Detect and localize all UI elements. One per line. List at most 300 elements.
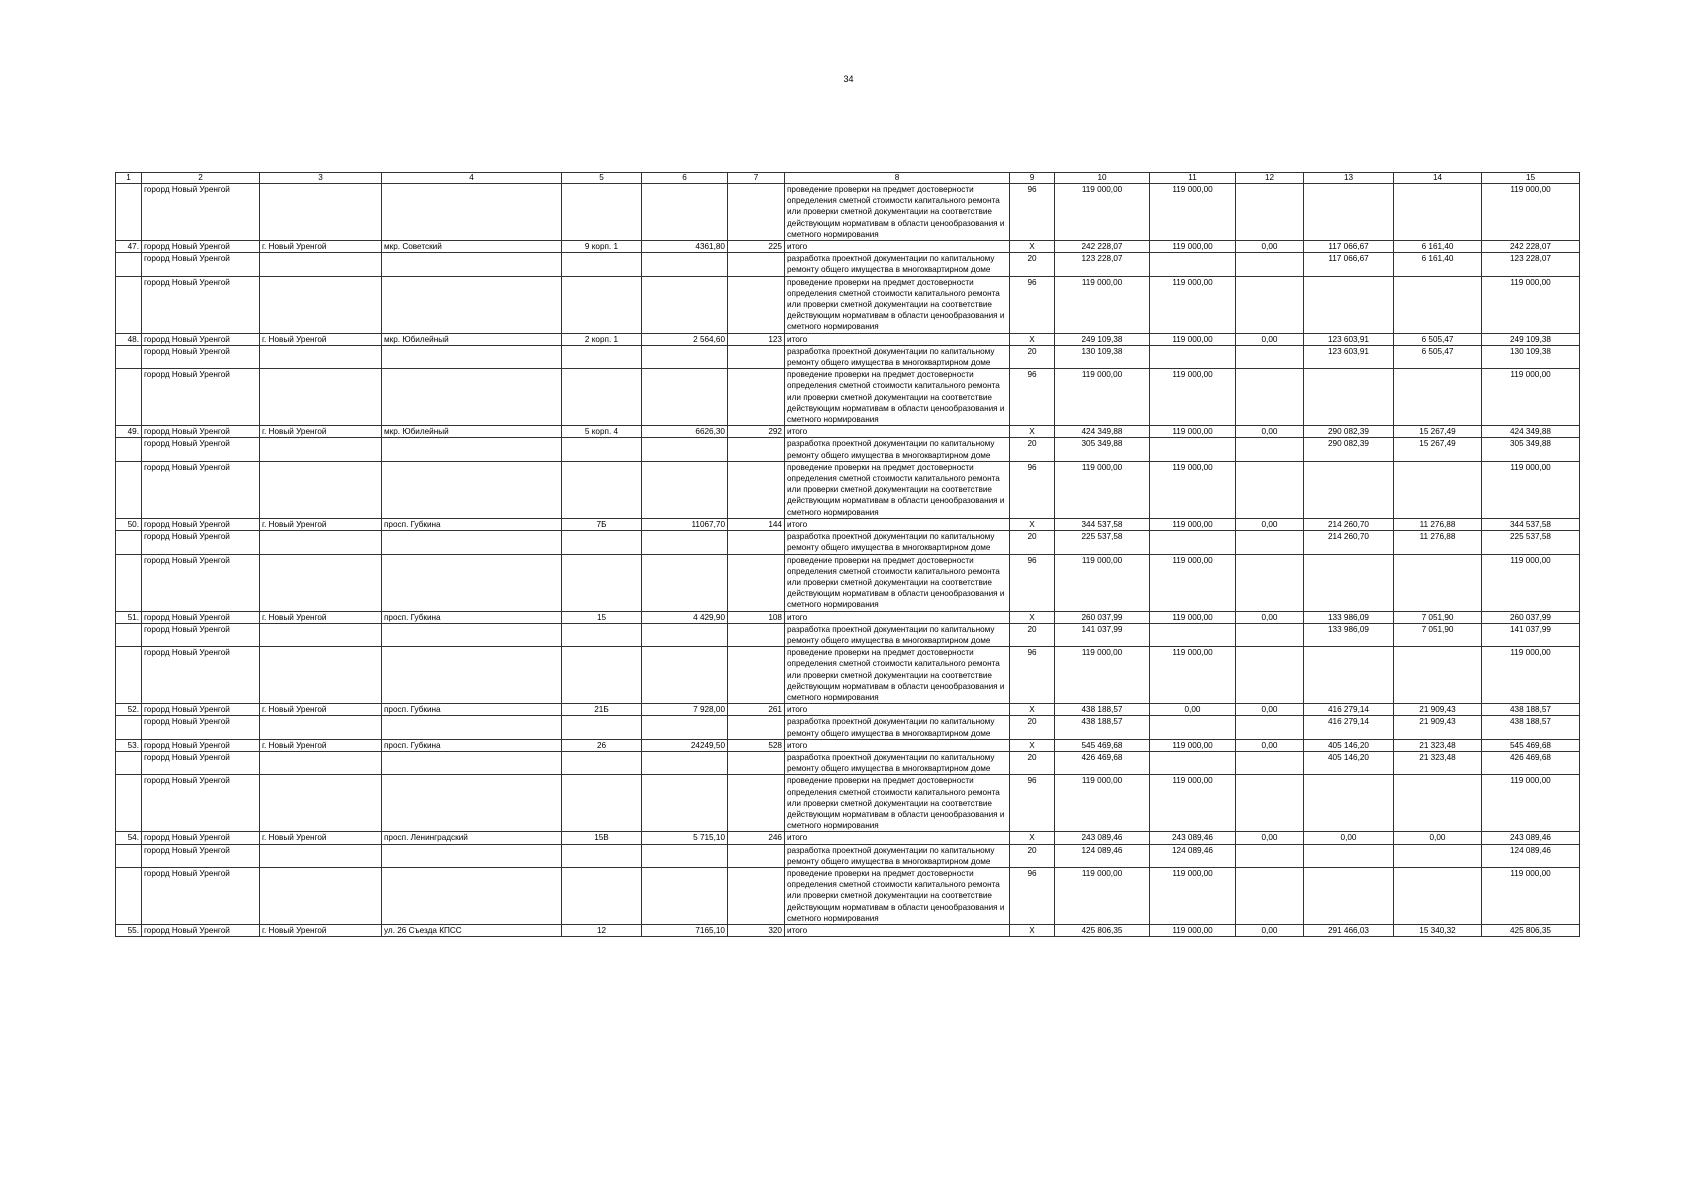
cost-col-15-cell: 305 349,88 — [1482, 438, 1580, 461]
house-number-cell — [562, 438, 642, 461]
cost-col-13-cell — [1304, 276, 1394, 333]
cost-col-11-cell: 119 000,00 — [1150, 554, 1236, 611]
cost-col-11-cell — [1150, 438, 1236, 461]
cost-col-14-cell: 21 909,43 — [1394, 704, 1482, 716]
house-number-cell — [562, 716, 642, 739]
row-number-cell — [116, 276, 142, 333]
cost-col-12-cell: 0,00 — [1236, 333, 1304, 345]
street-cell: ул. 26 Съезда КПСС — [382, 925, 562, 937]
row-number-cell — [116, 554, 142, 611]
work-type-cell: итого — [785, 426, 1010, 438]
street-cell — [382, 554, 562, 611]
total-cost-cell: 545 469,68 — [1055, 739, 1150, 751]
work-code-cell: X — [1010, 333, 1055, 345]
street-cell — [382, 751, 562, 774]
column-number-cell: 1 — [116, 173, 142, 184]
cost-col-15-cell: 119 000,00 — [1482, 775, 1580, 832]
work-type-cell: проведение проверки на предмет достоверности определения сметной стоимости капитального ремонта или проверки сметной документации на соответствие действующим нормативам в области ценообразования и сметного нормирования — [785, 369, 1010, 426]
row-number-cell — [116, 867, 142, 924]
work-code-cell: 96 — [1010, 647, 1055, 704]
house-number-cell — [562, 253, 642, 276]
municipality-cell: горорд Новый Уренгой — [142, 623, 260, 646]
area-cell — [642, 751, 728, 774]
work-type-cell: проведение проверки на предмет достоверности определения сметной стоимости капитального ремонта или проверки сметной документации на соответствие действующим нормативам в области ценообразования и сметного нормирования — [785, 554, 1010, 611]
residents-cell — [728, 647, 785, 704]
row-number-cell — [116, 623, 142, 646]
cost-col-14-cell — [1394, 461, 1482, 518]
table-row — [116, 739, 1580, 751]
table-row — [116, 426, 1580, 438]
cost-col-13-cell: 291 466,03 — [1304, 925, 1394, 937]
cost-col-14-cell: 6 505,47 — [1394, 333, 1482, 345]
house-number-cell — [562, 844, 642, 867]
total-cost-cell: 425 806,35 — [1055, 925, 1150, 937]
cost-col-12-cell — [1236, 554, 1304, 611]
residents-cell — [728, 369, 785, 426]
town-cell: г. Новый Уренгой — [260, 832, 382, 844]
area-cell — [642, 531, 728, 554]
town-cell: г. Новый Уренгой — [260, 518, 382, 530]
cost-col-13-cell — [1304, 867, 1394, 924]
table-row — [116, 704, 1580, 716]
cost-col-14-cell: 6 505,47 — [1394, 345, 1482, 368]
work-code-cell: 20 — [1010, 716, 1055, 739]
town-cell — [260, 461, 382, 518]
table-row — [116, 369, 1580, 426]
municipality-cell: горорд Новый Уренгой — [142, 844, 260, 867]
work-type-cell: проведение проверки на предмет достоверности определения сметной стоимости капитального ремонта или проверки сметной документации на соответствие действующим нормативам в области ценообразования и сметного нормирования — [785, 184, 1010, 241]
work-code-cell: X — [1010, 518, 1055, 530]
cost-col-11-cell: 119 000,00 — [1150, 241, 1236, 253]
cost-col-12-cell: 0,00 — [1236, 518, 1304, 530]
town-cell — [260, 531, 382, 554]
town-cell: г. Новый Уренгой — [260, 925, 382, 937]
cost-col-12-cell: 0,00 — [1236, 241, 1304, 253]
residents-cell: 246 — [728, 832, 785, 844]
table-row — [116, 925, 1580, 937]
residents-cell: 108 — [728, 611, 785, 623]
work-type-cell: итого — [785, 241, 1010, 253]
row-number-cell: 52. — [116, 704, 142, 716]
cost-col-13-cell: 416 279,14 — [1304, 716, 1394, 739]
residents-cell: 123 — [728, 333, 785, 345]
house-number-cell — [562, 751, 642, 774]
cost-col-15-cell: 141 037,99 — [1482, 623, 1580, 646]
house-number-cell — [562, 184, 642, 241]
cost-col-14-cell: 21 909,43 — [1394, 716, 1482, 739]
area-cell: 6626,30 — [642, 426, 728, 438]
column-number-cell: 4 — [382, 173, 562, 184]
row-number-cell — [116, 716, 142, 739]
work-type-cell: проведение проверки на предмет достоверности определения сметной стоимости капитального ремонта или проверки сметной документации на соответствие действующим нормативам в области ценообразования и сметного нормирования — [785, 775, 1010, 832]
cost-col-11-cell: 119 000,00 — [1150, 461, 1236, 518]
street-cell: мкр. Юбилейный — [382, 426, 562, 438]
residents-cell — [728, 345, 785, 368]
cost-col-11-cell — [1150, 623, 1236, 646]
row-number-cell: 54. — [116, 832, 142, 844]
cost-col-14-cell: 11 276,88 — [1394, 531, 1482, 554]
area-cell: 11067,70 — [642, 518, 728, 530]
table-row — [116, 623, 1580, 646]
cost-col-12-cell — [1236, 647, 1304, 704]
cost-col-14-cell: 15 267,49 — [1394, 438, 1482, 461]
row-number-cell — [116, 369, 142, 426]
area-cell — [642, 554, 728, 611]
municipality-cell: горорд Новый Уренгой — [142, 751, 260, 774]
table-row — [116, 276, 1580, 333]
cost-col-13-cell: 214 260,70 — [1304, 518, 1394, 530]
work-code-cell: X — [1010, 704, 1055, 716]
cost-col-11-cell: 119 000,00 — [1150, 276, 1236, 333]
work-type-cell: разработка проектной документации по капитальному ремонту общего имущества в многоквартирном доме — [785, 438, 1010, 461]
cost-col-14-cell: 6 161,40 — [1394, 241, 1482, 253]
house-number-cell: 12 — [562, 925, 642, 937]
residents-cell — [728, 554, 785, 611]
residents-cell — [728, 623, 785, 646]
cost-col-15-cell: 438 188,57 — [1482, 704, 1580, 716]
total-cost-cell: 438 188,57 — [1055, 704, 1150, 716]
cost-col-11-cell: 119 000,00 — [1150, 925, 1236, 937]
cost-col-11-cell: 119 000,00 — [1150, 426, 1236, 438]
municipality-cell: горорд Новый Уренгой — [142, 345, 260, 368]
area-cell: 24249,50 — [642, 739, 728, 751]
municipality-cell: горорд Новый Уренгой — [142, 461, 260, 518]
town-cell — [260, 369, 382, 426]
work-code-cell: 96 — [1010, 184, 1055, 241]
work-type-cell: итого — [785, 611, 1010, 623]
municipality-cell: горорд Новый Уренгой — [142, 611, 260, 623]
total-cost-cell: 426 469,68 — [1055, 751, 1150, 774]
work-code-cell: 20 — [1010, 438, 1055, 461]
table-row — [116, 554, 1580, 611]
cost-col-15-cell: 545 469,68 — [1482, 739, 1580, 751]
cost-col-13-cell — [1304, 554, 1394, 611]
cost-col-15-cell: 119 000,00 — [1482, 647, 1580, 704]
cost-col-14-cell: 21 323,48 — [1394, 739, 1482, 751]
total-cost-cell: 305 349,88 — [1055, 438, 1150, 461]
cost-col-11-cell — [1150, 531, 1236, 554]
work-code-cell: 96 — [1010, 775, 1055, 832]
house-number-cell: 15 — [562, 611, 642, 623]
cost-col-12-cell — [1236, 751, 1304, 774]
column-number-cell: 12 — [1236, 173, 1304, 184]
residents-cell — [728, 276, 785, 333]
work-type-cell: итого — [785, 739, 1010, 751]
table-row — [116, 333, 1580, 345]
cost-col-13-cell: 405 146,20 — [1304, 739, 1394, 751]
municipality-cell: горорд Новый Уренгой — [142, 716, 260, 739]
column-number-row — [116, 173, 1580, 184]
cost-col-11-cell: 119 000,00 — [1150, 867, 1236, 924]
municipality-cell: горорд Новый Уренгой — [142, 704, 260, 716]
cost-col-13-cell: 290 082,39 — [1304, 426, 1394, 438]
cost-col-13-cell: 133 986,09 — [1304, 611, 1394, 623]
cost-col-11-cell: 119 000,00 — [1150, 369, 1236, 426]
row-number-cell: 50. — [116, 518, 142, 530]
cost-col-13-cell: 133 986,09 — [1304, 623, 1394, 646]
town-cell — [260, 647, 382, 704]
area-cell — [642, 716, 728, 739]
work-code-cell: 96 — [1010, 276, 1055, 333]
cost-col-15-cell: 119 000,00 — [1482, 184, 1580, 241]
column-number-cell: 8 — [785, 173, 1010, 184]
row-number-cell — [116, 345, 142, 368]
municipality-cell: горорд Новый Уренгой — [142, 184, 260, 241]
cost-col-14-cell — [1394, 647, 1482, 704]
cost-col-13-cell — [1304, 461, 1394, 518]
work-code-cell: 96 — [1010, 369, 1055, 426]
area-cell: 5 715,10 — [642, 832, 728, 844]
area-cell — [642, 647, 728, 704]
column-number-cell: 9 — [1010, 173, 1055, 184]
cost-col-11-cell: 119 000,00 — [1150, 184, 1236, 241]
municipality-cell: горорд Новый Уренгой — [142, 276, 260, 333]
street-cell: мкр. Советский — [382, 241, 562, 253]
town-cell — [260, 345, 382, 368]
cost-col-12-cell — [1236, 438, 1304, 461]
area-cell: 2 564,60 — [642, 333, 728, 345]
house-number-cell — [562, 369, 642, 426]
cost-col-15-cell: 424 349,88 — [1482, 426, 1580, 438]
cost-col-15-cell: 123 228,07 — [1482, 253, 1580, 276]
work-type-cell: итого — [785, 333, 1010, 345]
municipality-cell: горорд Новый Уренгой — [142, 554, 260, 611]
street-cell — [382, 647, 562, 704]
cost-col-11-cell — [1150, 345, 1236, 368]
row-number-cell: 55. — [116, 925, 142, 937]
cost-col-14-cell — [1394, 844, 1482, 867]
table-row — [116, 844, 1580, 867]
total-cost-cell: 243 089,46 — [1055, 832, 1150, 844]
cost-col-14-cell — [1394, 775, 1482, 832]
total-cost-cell: 123 228,07 — [1055, 253, 1150, 276]
column-number-cell: 14 — [1394, 173, 1482, 184]
town-cell: г. Новый Уренгой — [260, 241, 382, 253]
total-cost-cell: 141 037,99 — [1055, 623, 1150, 646]
total-cost-cell: 130 109,38 — [1055, 345, 1150, 368]
residents-cell — [728, 531, 785, 554]
total-cost-cell: 119 000,00 — [1055, 276, 1150, 333]
page-number: 34 — [843, 74, 854, 84]
total-cost-cell: 225 537,58 — [1055, 531, 1150, 554]
residents-cell — [728, 438, 785, 461]
table-row — [116, 751, 1580, 774]
area-cell — [642, 775, 728, 832]
area-cell — [642, 276, 728, 333]
cost-col-13-cell — [1304, 844, 1394, 867]
street-cell: просп. Губкина — [382, 739, 562, 751]
town-cell — [260, 253, 382, 276]
row-number-cell — [116, 647, 142, 704]
table-row — [116, 518, 1580, 530]
municipality-cell: горорд Новый Уренгой — [142, 241, 260, 253]
cost-col-11-cell — [1150, 253, 1236, 276]
column-number-cell: 5 — [562, 173, 642, 184]
town-cell — [260, 276, 382, 333]
area-cell — [642, 184, 728, 241]
cost-col-12-cell — [1236, 775, 1304, 832]
cost-col-12-cell — [1236, 623, 1304, 646]
cost-col-15-cell: 119 000,00 — [1482, 461, 1580, 518]
cost-col-11-cell: 119 000,00 — [1150, 611, 1236, 623]
residents-cell — [728, 716, 785, 739]
cost-col-14-cell: 7 051,90 — [1394, 623, 1482, 646]
street-cell — [382, 623, 562, 646]
municipality-cell: горорд Новый Уренгой — [142, 647, 260, 704]
area-cell — [642, 253, 728, 276]
street-cell — [382, 775, 562, 832]
total-cost-cell: 119 000,00 — [1055, 369, 1150, 426]
residents-cell — [728, 867, 785, 924]
street-cell — [382, 867, 562, 924]
work-type-cell: итого — [785, 518, 1010, 530]
row-number-cell — [116, 531, 142, 554]
table-row — [116, 345, 1580, 368]
cost-col-11-cell: 119 000,00 — [1150, 739, 1236, 751]
street-cell: просп. Губкина — [382, 611, 562, 623]
cost-col-11-cell: 124 089,46 — [1150, 844, 1236, 867]
work-type-cell: проведение проверки на предмет достоверности определения сметной стоимости капитального ремонта или проверки сметной документации на соответствие действующим нормативам в области ценообразования и сметного нормирования — [785, 276, 1010, 333]
town-cell — [260, 775, 382, 832]
work-code-cell: X — [1010, 739, 1055, 751]
cost-col-13-cell — [1304, 369, 1394, 426]
total-cost-cell: 119 000,00 — [1055, 184, 1150, 241]
house-number-cell: 7Б — [562, 518, 642, 530]
total-cost-cell: 119 000,00 — [1055, 867, 1150, 924]
row-number-cell — [116, 184, 142, 241]
capital-repair-registry-table — [115, 172, 1580, 937]
cost-col-15-cell: 119 000,00 — [1482, 369, 1580, 426]
cost-col-13-cell: 123 603,91 — [1304, 333, 1394, 345]
row-number-cell — [116, 438, 142, 461]
cost-col-14-cell: 15 340,32 — [1394, 925, 1482, 937]
residents-cell — [728, 844, 785, 867]
cost-col-11-cell — [1150, 716, 1236, 739]
street-cell: мкр. Юбилейный — [382, 333, 562, 345]
house-number-cell: 5 корп. 4 — [562, 426, 642, 438]
work-type-cell: итого — [785, 925, 1010, 937]
town-cell — [260, 844, 382, 867]
area-cell — [642, 867, 728, 924]
street-cell — [382, 369, 562, 426]
cost-col-13-cell: 405 146,20 — [1304, 751, 1394, 774]
residents-cell — [728, 184, 785, 241]
municipality-cell: горорд Новый Уренгой — [142, 925, 260, 937]
work-code-cell: X — [1010, 426, 1055, 438]
total-cost-cell: 344 537,58 — [1055, 518, 1150, 530]
town-cell: г. Новый Уренгой — [260, 333, 382, 345]
cost-col-15-cell: 225 537,58 — [1482, 531, 1580, 554]
work-code-cell: 96 — [1010, 461, 1055, 518]
street-cell — [382, 844, 562, 867]
cost-col-15-cell: 242 228,07 — [1482, 241, 1580, 253]
cost-col-15-cell: 243 089,46 — [1482, 832, 1580, 844]
street-cell — [382, 276, 562, 333]
cost-col-14-cell — [1394, 184, 1482, 241]
work-type-cell: разработка проектной документации по капитальному ремонту общего имущества в многоквартирном доме — [785, 844, 1010, 867]
municipality-cell: горорд Новый Уренгой — [142, 531, 260, 554]
house-number-cell — [562, 867, 642, 924]
residents-cell: 225 — [728, 241, 785, 253]
cost-col-12-cell: 0,00 — [1236, 925, 1304, 937]
residents-cell — [728, 751, 785, 774]
house-number-cell — [562, 647, 642, 704]
municipality-cell: горорд Новый Уренгой — [142, 832, 260, 844]
work-code-cell: X — [1010, 611, 1055, 623]
area-cell: 7165,10 — [642, 925, 728, 937]
house-number-cell: 26 — [562, 739, 642, 751]
town-cell: г. Новый Уренгой — [260, 704, 382, 716]
cost-col-11-cell — [1150, 751, 1236, 774]
cost-col-13-cell: 117 066,67 — [1304, 253, 1394, 276]
row-number-cell: 49. — [116, 426, 142, 438]
cost-col-14-cell: 21 323,48 — [1394, 751, 1482, 774]
cost-col-15-cell: 124 089,46 — [1482, 844, 1580, 867]
column-number-cell: 15 — [1482, 173, 1580, 184]
house-number-cell — [562, 623, 642, 646]
total-cost-cell: 119 000,00 — [1055, 554, 1150, 611]
cost-col-11-cell: 119 000,00 — [1150, 518, 1236, 530]
cost-col-11-cell: 243 089,46 — [1150, 832, 1236, 844]
area-cell — [642, 461, 728, 518]
table-row — [116, 647, 1580, 704]
residents-cell: 320 — [728, 925, 785, 937]
cost-col-13-cell: 290 082,39 — [1304, 438, 1394, 461]
cost-col-11-cell: 119 000,00 — [1150, 333, 1236, 345]
cost-col-15-cell: 119 000,00 — [1482, 276, 1580, 333]
house-number-cell — [562, 276, 642, 333]
cost-col-12-cell: 0,00 — [1236, 704, 1304, 716]
table-row — [116, 867, 1580, 924]
cost-col-12-cell — [1236, 716, 1304, 739]
cost-col-13-cell — [1304, 184, 1394, 241]
town-cell — [260, 867, 382, 924]
residents-cell: 528 — [728, 739, 785, 751]
residents-cell — [728, 253, 785, 276]
work-type-cell: разработка проектной документации по капитальному ремонту общего имущества в многоквартирном доме — [785, 531, 1010, 554]
cost-col-12-cell — [1236, 461, 1304, 518]
work-code-cell: 96 — [1010, 867, 1055, 924]
street-cell — [382, 531, 562, 554]
table-row — [116, 241, 1580, 253]
column-number-cell: 10 — [1055, 173, 1150, 184]
cost-col-15-cell: 119 000,00 — [1482, 867, 1580, 924]
row-number-cell — [116, 253, 142, 276]
cost-col-12-cell — [1236, 253, 1304, 276]
row-number-cell — [116, 461, 142, 518]
cost-col-14-cell — [1394, 276, 1482, 333]
cost-col-14-cell: 6 161,40 — [1394, 253, 1482, 276]
house-number-cell: 2 корп. 1 — [562, 333, 642, 345]
municipality-cell: горорд Новый Уренгой — [142, 253, 260, 276]
total-cost-cell: 242 228,07 — [1055, 241, 1150, 253]
cost-col-15-cell: 130 109,38 — [1482, 345, 1580, 368]
municipality-cell: горорд Новый Уренгой — [142, 867, 260, 924]
row-number-cell: 51. — [116, 611, 142, 623]
total-cost-cell: 124 089,46 — [1055, 844, 1150, 867]
house-number-cell: 15В — [562, 832, 642, 844]
area-cell — [642, 844, 728, 867]
town-cell — [260, 623, 382, 646]
cost-col-12-cell — [1236, 531, 1304, 554]
work-type-cell: итого — [785, 704, 1010, 716]
row-number-cell — [116, 844, 142, 867]
total-cost-cell: 260 037,99 — [1055, 611, 1150, 623]
table-row — [116, 253, 1580, 276]
cost-col-11-cell: 119 000,00 — [1150, 775, 1236, 832]
total-cost-cell: 424 349,88 — [1055, 426, 1150, 438]
row-number-cell — [116, 775, 142, 832]
